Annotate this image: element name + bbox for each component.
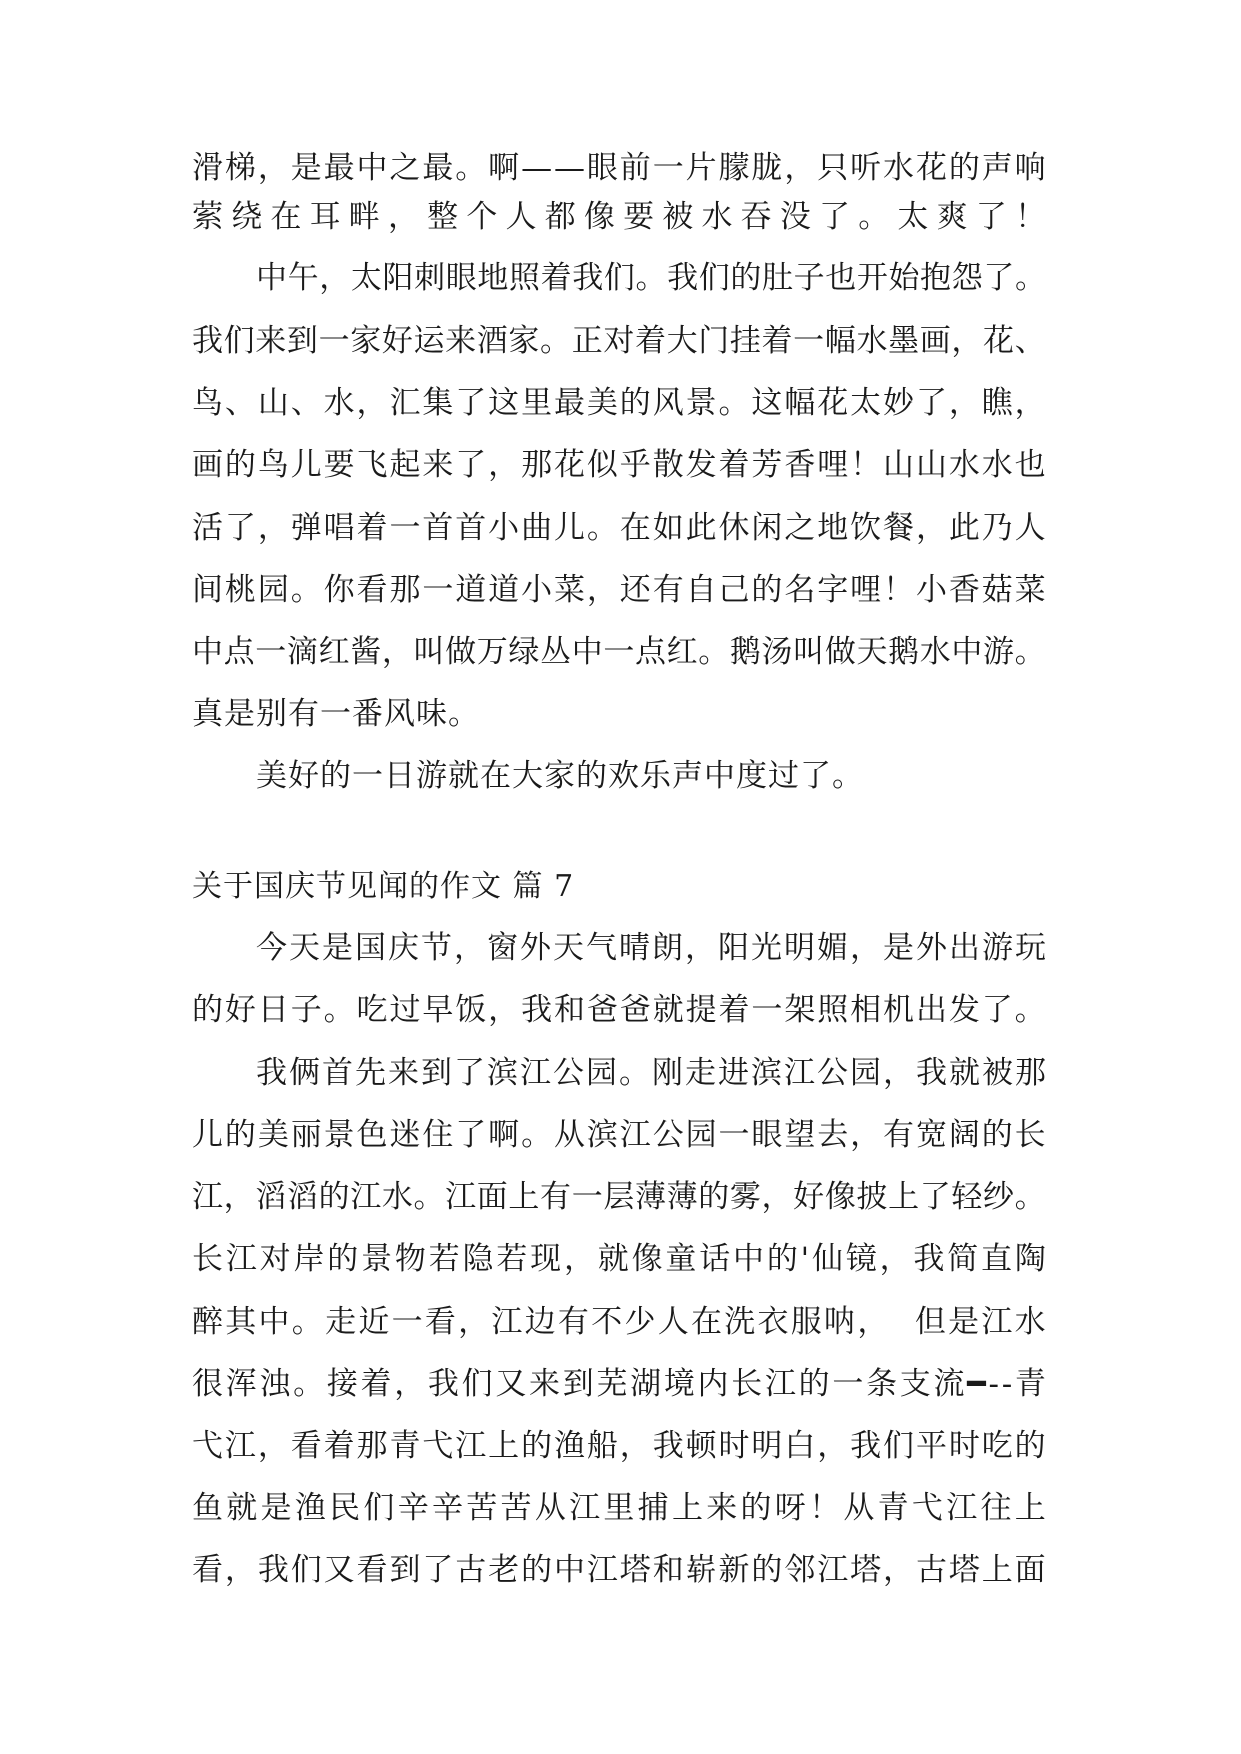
text-line: 间 桃 园 。 你 看 那 一 道 道 小 菜 ， 还 有 自 己 的 名 字 哩 ！ 小 香 菇 菜 <box>192 572 1046 608</box>
text-line: 看 ， 我 们 又 看 到 了 古 老 的 中 江 塔 和 崭 新 的 邻 江 塔 ， 古 塔 上 面 <box>192 1552 1046 1588</box>
text-line: 醉 其 中 。 走 近 一 看 ， 江 边 有 不 少 人 在 洗 衣 服 呐 ， 但 是 江 水 <box>192 1304 1046 1340</box>
text-line: 美好的一日游就在大家的欢乐声中度过了。 <box>256 758 864 794</box>
text-line: 弋 江 ， 看 着 那 青 弋 江 上 的 渔 船 ， 我 顿 时 明 白 ， 我 们 平 时 吃 的 <box>192 1428 1046 1464</box>
text-line: 滑 梯 ， 是 最 中 之 最 。 啊 — — 眼 前 一 片 朦 胧 ， 只 听 水 花 的 声 响 <box>192 150 1046 186</box>
text-line: 鸟 、 山 、 水 ， 汇 集 了 这 里 最 美 的 风 景 。 这 幅 花 太 妙 了 ， 瞧 ， <box>192 385 1046 421</box>
text-line: 我 们 来 到 一 家 好 运 来 酒 家 。 正 对 着 大 门 挂 着 一 幅 水 墨 画 ， 花 、 <box>192 323 1046 359</box>
text-line: 萦 绕 在 耳 畔 ， 整 个 人 都 像 要 被 水 吞 没 了 。 太 爽 了 ！ <box>192 199 1046 235</box>
text-line: 画 的 鸟 儿 要 飞 起 来 了 ， 那 花 似 乎 散 发 着 芳 香 哩 ！ 山 山 水 水 也 <box>192 447 1046 483</box>
text-line: 今 天 是 国 庆 节 ， 窗 外 天 气 晴 朗 ， 阳 光 明 媚 ， 是 外 出 游 玩 <box>256 930 1046 966</box>
section-heading: 关于国庆节见闻的作文 篇 7 <box>192 869 575 904</box>
text-line: 真是别有一番风味。 <box>192 696 480 732</box>
text-line: 活 了 ， 弹 唱 着 一 首 首 小 曲 儿 。 在 如 此 休 闲 之 地 饮 餐 ， 此 乃 人 <box>192 510 1046 546</box>
text-line: 我 俩 首 先 来 到 了 滨 江 公 园 。 刚 走 进 滨 江 公 园 ， 我 就 被 那 <box>256 1055 1046 1091</box>
text-line: 长 江 对 岸 的 景 物 若 隐 若 现 ， 就 像 童 话 中 的 ' 仙 镜 ， 我 简 直 陶 <box>192 1241 1046 1277</box>
text-line: 中 午 ， 太 阳 刺 眼 地 照 着 我 们 。 我 们 的 肚 子 也 开 始 抱 怨 了 。 <box>256 260 1046 296</box>
text-line: 江 ， 滔 滔 的 江 水 。 江 面 上 有 一 层 薄 薄 的 雾 ， 好 像 披 上 了 轻 纱 。 <box>192 1179 1046 1215</box>
text-line: 的 好 日 子 。 吃 过 早 饭 ， 我 和 爸 爸 就 提 着 一 架 照 相 机 出 发 了 。 <box>192 992 1046 1028</box>
text-line: 儿 的 美 丽 景 色 迷 住 了 啊 。 从 滨 江 公 园 一 眼 望 去 ， 有 宽 阔 的 长 <box>192 1117 1046 1153</box>
text-line: 鱼 就 是 渔 民 们 辛 辛 苦 苦 从 江 里 捕 上 来 的 呀 ！ 从 青 弋 江 往 上 <box>192 1490 1046 1526</box>
text-line: 很 浑 浊 。 接 着 ， 我 们 又 来 到 芜 湖 境 内 长 江 的 一 条 支 流 ━ - - 青 <box>192 1366 1046 1402</box>
text-line: 中 点 一 滴 红 酱 ， 叫 做 万 绿 丛 中 一 点 红 。 鹅 汤 叫 做 天 鹅 水 中 游 。 <box>192 634 1046 670</box>
